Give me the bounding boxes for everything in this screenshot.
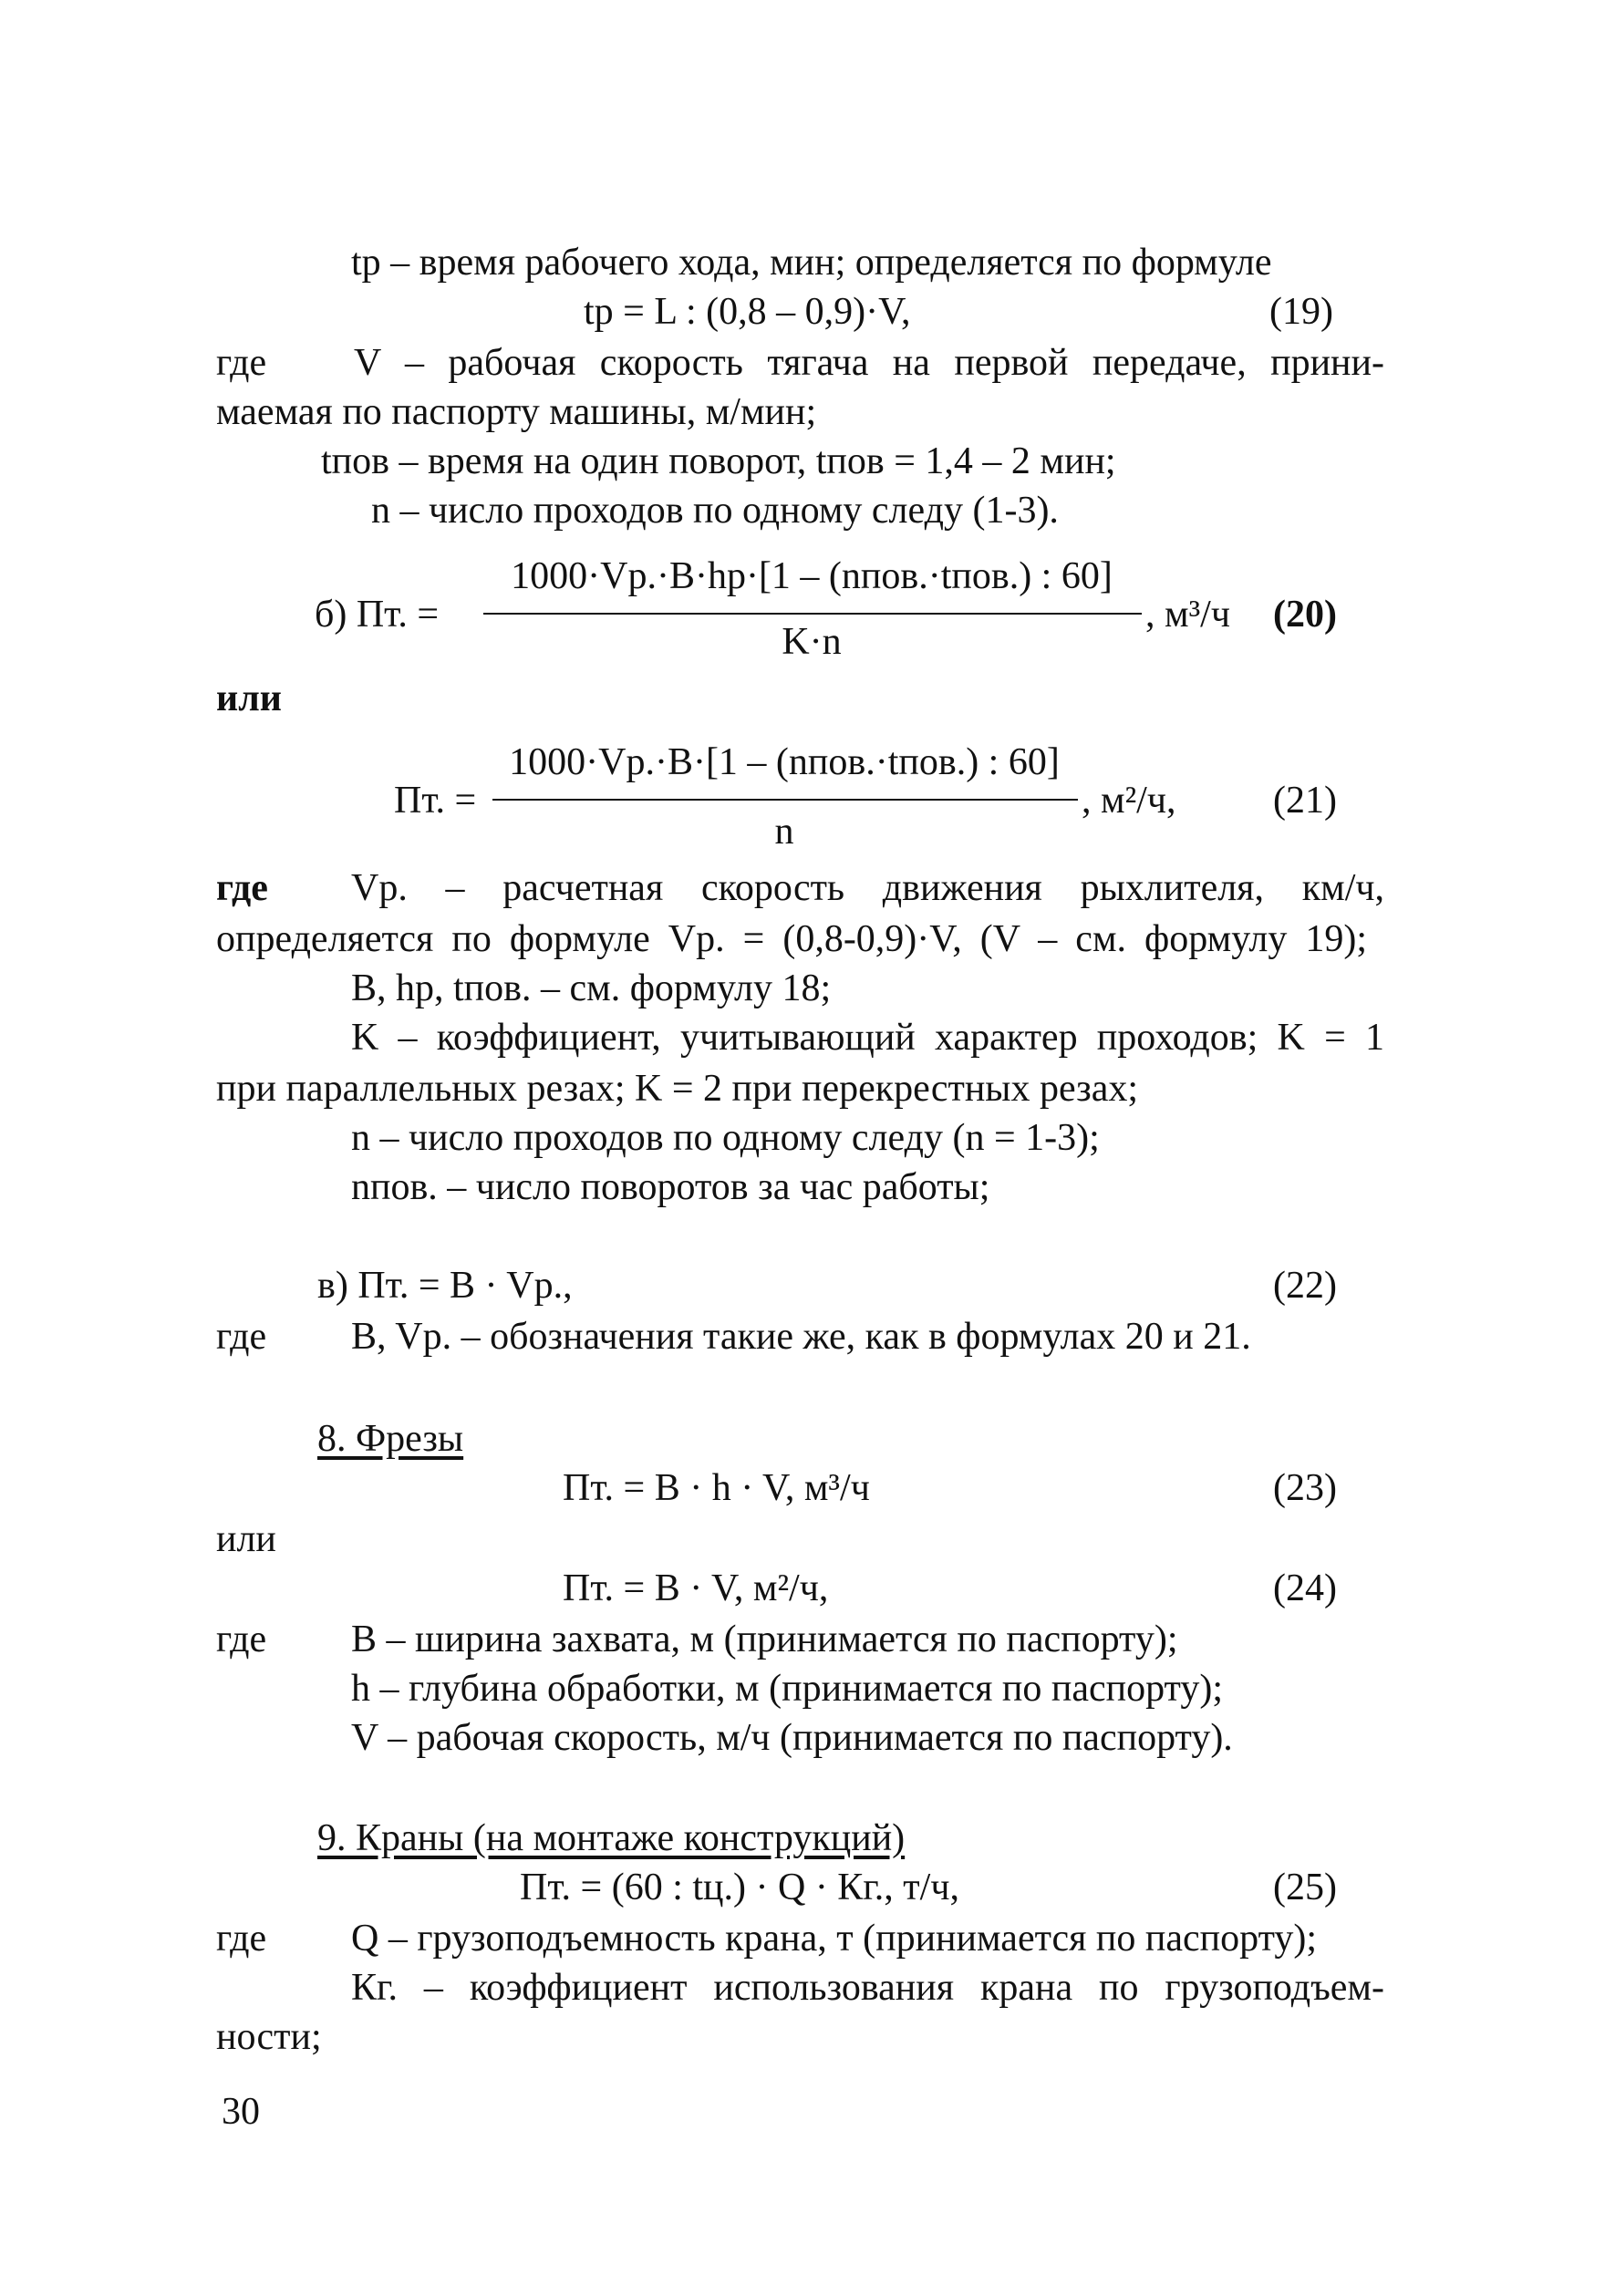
fraction-bar (483, 613, 1142, 615)
text-line: Q – грузоподъемность крана, т (принимается по паспорту); (351, 1918, 1318, 1960)
text-line: B, Vp. – обозначения такие же, как в формулах 20 и 21. (351, 1316, 1251, 1358)
formula-20-numerator: 1000·Vp.·B·hp·[1 – (nпов.·tпов.) : 60] (511, 555, 1113, 597)
equation-number: (22) (1273, 1265, 1337, 1307)
text-line: маемая по паспорту машины, м/мин; (216, 391, 817, 433)
fraction-bar (492, 799, 1078, 801)
equation-number: (20) (1273, 594, 1337, 636)
text-line: B, hp, tпов. – см. формулу 18; (351, 967, 832, 1009)
formula-22: в) Пт. = B · Vp., (317, 1265, 573, 1307)
where-label: где (216, 1918, 267, 1960)
text-line: tp – время рабочего хода, мин; определяется по формуле (351, 242, 1272, 284)
text-line: определяется по формуле Vp. = (0,8-0,9)·V, (V – см. формулу 19); (216, 918, 1367, 960)
text-line: B – ширина захвата, м (принимается по паспорту); (351, 1619, 1178, 1660)
text-line: n – число проходов по одному следу (n = 1-3); (351, 1117, 1100, 1159)
where-label: где (216, 867, 268, 909)
text-line: при параллельных резах; K = 2 при перекрестных резах; (216, 1068, 1139, 1110)
or-label: или (216, 1518, 276, 1560)
text-line: K – коэффициент, учитывающий характер проходов; K = 1 (351, 1017, 1384, 1059)
equation-number: (19) (1269, 291, 1333, 333)
text-line: V – рабочая скорость тягача на первой передаче, прини- (354, 342, 1384, 384)
section-heading: 9. Краны (на монтаже конструкций) (317, 1817, 906, 1859)
section-heading: 8. Фрезы (317, 1418, 464, 1460)
or-label: или (216, 677, 282, 719)
formula-21-unit: , м²/ч, (1082, 780, 1176, 822)
text-line: h – глубина обработки, м (принимается по паспорту); (351, 1668, 1224, 1710)
formula-25: Пт. = (60 : tц.) · Q · Кг., т/ч, (520, 1867, 959, 1908)
equation-number: (21) (1273, 780, 1337, 822)
formula-19: tp = L : (0,8 – 0,9)·V, (584, 291, 911, 333)
equation-number: (23) (1273, 1467, 1337, 1509)
formula-24: Пт. = B · V, м²/ч, (563, 1567, 829, 1609)
formula-21-label: Пт. = (394, 780, 477, 822)
formula-21-numerator: 1000·Vp.·B·[1 – (nпов.·tпов.) : 60] (509, 741, 1060, 783)
text-line: nпов. – число поворотов за час работы; (351, 1166, 990, 1208)
text-line: ности; (216, 2016, 322, 2058)
text-line: Vp. – расчетная скорость движения рыхлителя, км/ч, (351, 867, 1384, 909)
formula-21-denominator: n (774, 811, 794, 853)
formula-20-label: б) Пт. = (315, 594, 440, 636)
text-line: V – рабочая скорость, м/ч (принимается по паспорту). (351, 1717, 1233, 1759)
text-line: Кг. – коэффициент использования крана по грузоподъем- (351, 1967, 1384, 2009)
where-label: где (216, 1316, 267, 1358)
where-label: где (216, 1619, 267, 1660)
text-line: tпов – время на один поворот, tпов = 1,4 – 2 мин; (321, 440, 1116, 482)
equation-number: (25) (1273, 1867, 1337, 1908)
page-number: 30 (222, 2091, 260, 2133)
formula-20-denominator: K·n (782, 621, 842, 663)
equation-number: (24) (1273, 1567, 1337, 1609)
formula-20-unit: , м³/ч (1145, 594, 1230, 636)
where-label: где (216, 342, 267, 384)
text-line: n – число проходов по одному следу (1-3). (371, 490, 1059, 532)
formula-23: Пт. = B · h · V, м³/ч (563, 1467, 870, 1509)
